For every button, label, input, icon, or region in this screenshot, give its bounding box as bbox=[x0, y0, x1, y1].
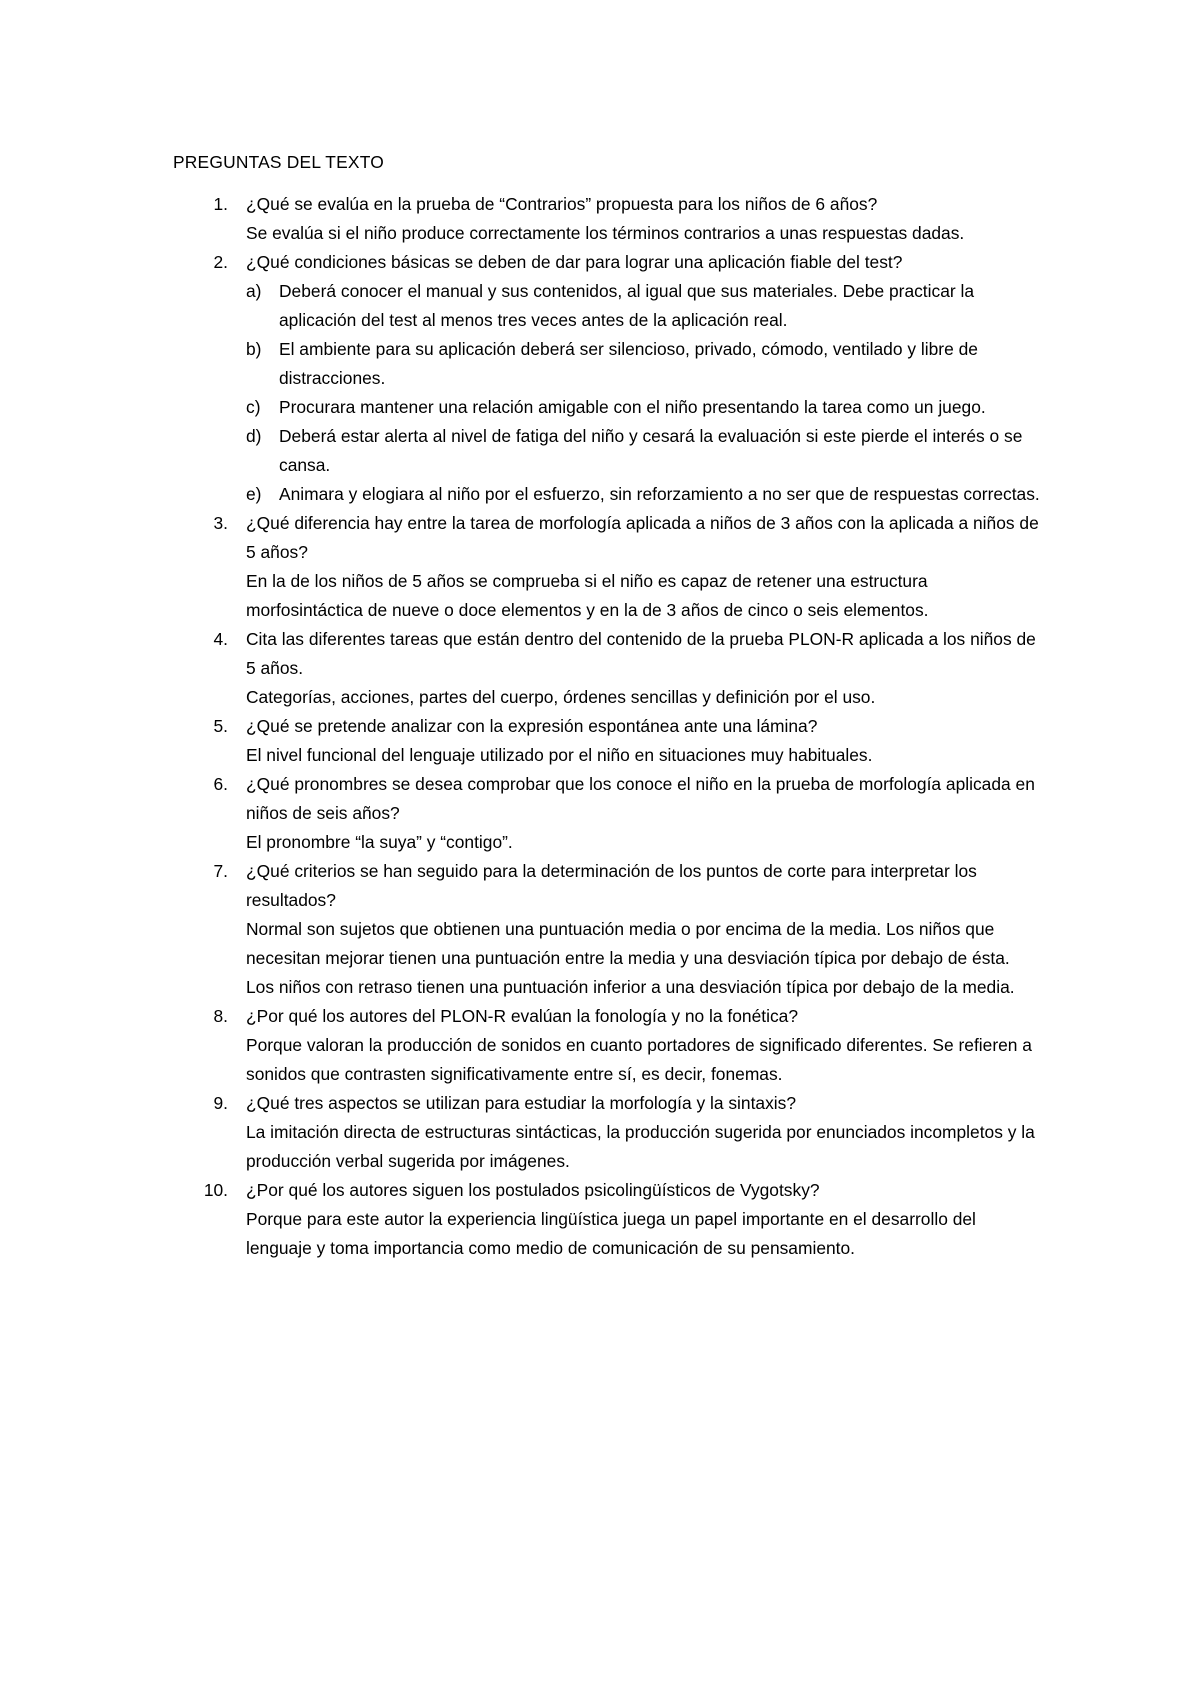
condition-item-c bbox=[246, 393, 1040, 422]
question-number: 6. bbox=[213, 774, 228, 794]
condition-label: a) bbox=[246, 281, 262, 301]
question-text: ¿Qué tres aspectos se utilizan para estudiar la morfología y la sintaxis? bbox=[246, 1093, 797, 1113]
question-item-1 bbox=[173, 190, 1040, 248]
answer-text: El nivel funcional del lenguaje utilizado por el niño en situaciones muy habituales. bbox=[246, 745, 873, 765]
question-item-6 bbox=[173, 770, 1040, 857]
question-item-2 bbox=[173, 248, 1040, 509]
answer-text: La imitación directa de estructuras sintácticas, la producción sugerida por enunciados incompletos y la producción verbal sugerida por imágenes. bbox=[246, 1122, 1035, 1171]
answer-text: Porque valoran la producción de sonidos en cuanto portadores de significado diferentes. Se refieren a sonidos que contrasten significativamente entre sí, es decir, fonemas. bbox=[246, 1035, 1032, 1084]
condition-label: b) bbox=[246, 339, 262, 359]
question-text: ¿Por qué los autores siguen los postulados psicolingüísticos de Vygotsky? bbox=[246, 1180, 820, 1200]
question-text: ¿Qué pronombres se desea comprobar que los conoce el niño en la prueba de morfología aplicada en niños de seis años? bbox=[246, 774, 1035, 823]
question-list bbox=[173, 190, 1040, 1263]
question-item-7 bbox=[173, 857, 1040, 1002]
condition-list bbox=[246, 277, 1040, 509]
answer-text: Porque para este autor la experiencia lingüística juega un papel importante en el desarrollo del lenguaje y toma importancia como medio de comunicación de su pensamiento. bbox=[246, 1209, 976, 1258]
question-text: ¿Qué se evalúa en la prueba de “Contrarios” propuesta para los niños de 6 años? bbox=[246, 194, 878, 214]
question-item-10 bbox=[173, 1176, 1040, 1263]
question-number: 8. bbox=[213, 1006, 228, 1026]
condition-text: Deberá estar alerta al nivel de fatiga del niño y cesará la evaluación si este pierde el interés o se cansa. bbox=[279, 426, 1023, 475]
answer-text: Categorías, acciones, partes del cuerpo, órdenes sencillas y definición por el uso. bbox=[246, 687, 876, 707]
question-text: Cita las diferentes tareas que están dentro del contenido de la prueba PLON-R aplicada a los niños de 5 años. bbox=[246, 629, 1036, 678]
condition-label: d) bbox=[246, 426, 262, 446]
condition-text: Deberá conocer el manual y sus contenidos, al igual que sus materiales. Debe practicar la aplicación del test al menos tres veces antes de la aplicación real. bbox=[279, 281, 975, 330]
question-text: ¿Qué condiciones básicas se deben de dar para lograr una aplicación fiable del test? bbox=[246, 252, 903, 272]
question-number: 9. bbox=[213, 1093, 228, 1113]
answer-text: El pronombre “la suya” y “contigo”. bbox=[246, 832, 513, 852]
question-text: ¿Qué se pretende analizar con la expresión espontánea ante una lámina? bbox=[246, 716, 818, 736]
condition-label: e) bbox=[246, 484, 262, 504]
question-text: ¿Qué diferencia hay entre la tarea de morfología aplicada a niños de 3 años con la aplicada a niños de 5 años? bbox=[246, 513, 1039, 562]
question-number: 3. bbox=[213, 513, 228, 533]
question-item-8 bbox=[173, 1002, 1040, 1089]
question-number: 7. bbox=[213, 861, 228, 881]
question-item-9 bbox=[173, 1089, 1040, 1176]
condition-text: El ambiente para su aplicación deberá ser silencioso, privado, cómodo, ventilado y libre de distracciones. bbox=[279, 339, 978, 388]
question-number: 10. bbox=[203, 1180, 228, 1200]
question-item-5 bbox=[173, 712, 1040, 770]
question-item-3 bbox=[173, 509, 1040, 625]
answer-text: En la de los niños de 5 años se comprueba si el niño es capaz de retener una estructura morfosintáctica de nueve o doce elementos y en la de 3 años de cinco o seis elementos. bbox=[246, 571, 929, 620]
condition-item-e bbox=[246, 480, 1040, 509]
question-number: 4. bbox=[213, 629, 228, 649]
page-title: PREGUNTAS DEL TEXTO bbox=[173, 152, 384, 172]
answer-text: Normal son sujetos que obtienen una puntuación media o por encima de la media. Los niños que necesitan mejorar tienen una puntuación entre la media y una desviación típica por debajo de ésta. Los niños con retraso tienen una puntuación inferior a una desviación típica por debajo de la media. bbox=[246, 919, 1015, 997]
condition-text: Animara y elogiara al niño por el esfuerzo, sin reforzamiento a no ser que de respuestas correctas. bbox=[279, 484, 1040, 504]
question-item-4 bbox=[173, 625, 1040, 712]
question-number: 1. bbox=[213, 194, 228, 214]
answer-text: Se evalúa si el niño produce correctamente los términos contrarios a unas respuestas dadas. bbox=[246, 223, 965, 243]
question-number: 2. bbox=[213, 252, 228, 272]
condition-text: Procurara mantener una relación amigable con el niño presentando la tarea como un juego. bbox=[279, 397, 986, 417]
condition-item-b bbox=[246, 335, 1040, 393]
question-text: ¿Qué criterios se han seguido para la determinación de los puntos de corte para interpretar los resultados? bbox=[246, 861, 977, 910]
condition-item-d bbox=[246, 422, 1040, 480]
question-text: ¿Por qué los autores del PLON-R evalúan la fonología y no la fonética? bbox=[246, 1006, 798, 1026]
condition-label: c) bbox=[246, 397, 261, 417]
condition-item-a bbox=[246, 277, 1040, 335]
question-number: 5. bbox=[213, 716, 228, 736]
